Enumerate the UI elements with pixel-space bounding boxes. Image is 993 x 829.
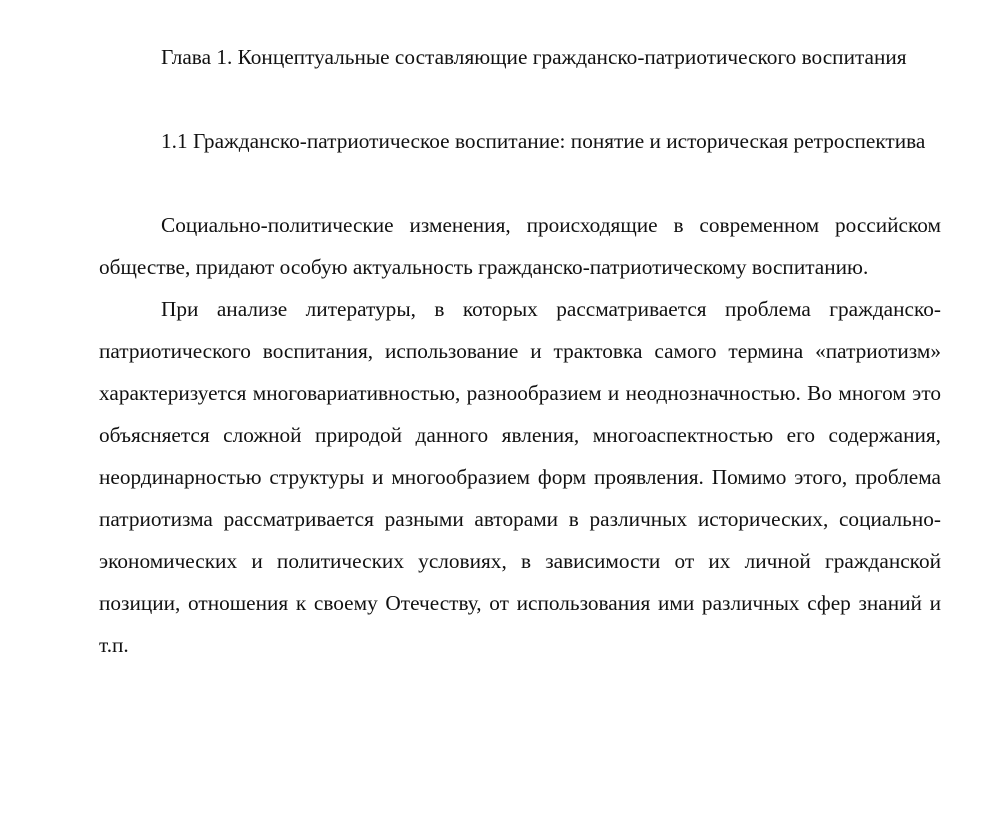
spacer	[99, 78, 941, 120]
body-paragraph: При анализе литературы, в которых рассматривается проблема гражданско-патриотического воспитания, использование и трактовка самого термина «патриотизм» характеризуется многовариативностью, разнообразием и неоднозначностью. Во многом это объясняется сложной природой данного явления, многоаспектностью его содержания, неординарностью структуры и многообразием форм проявления. Помимо этого, проблема патриотизма рассматривается разными авторами в различных исторических, социально-экономических и политических условиях, в зависимости от их личной гражданской позиции, отношения к своему Отечеству, от использования ими различных сфер знаний и т.п.	[99, 297, 941, 657]
spacer	[99, 162, 941, 204]
body-paragraph: Социально-политические изменения, происходящие в современном российском обществе, придают особую актуальность гражданско-патриотическому воспитанию.	[99, 213, 941, 279]
document-page	[99, 36, 941, 666]
chapter-heading: Глава 1. Концептуальные составляющие гражданско-патриотического воспитания	[161, 45, 907, 69]
section-heading: 1.1 Гражданско-патриотическое воспитание: понятие и историческая ретроспектива	[161, 129, 926, 153]
